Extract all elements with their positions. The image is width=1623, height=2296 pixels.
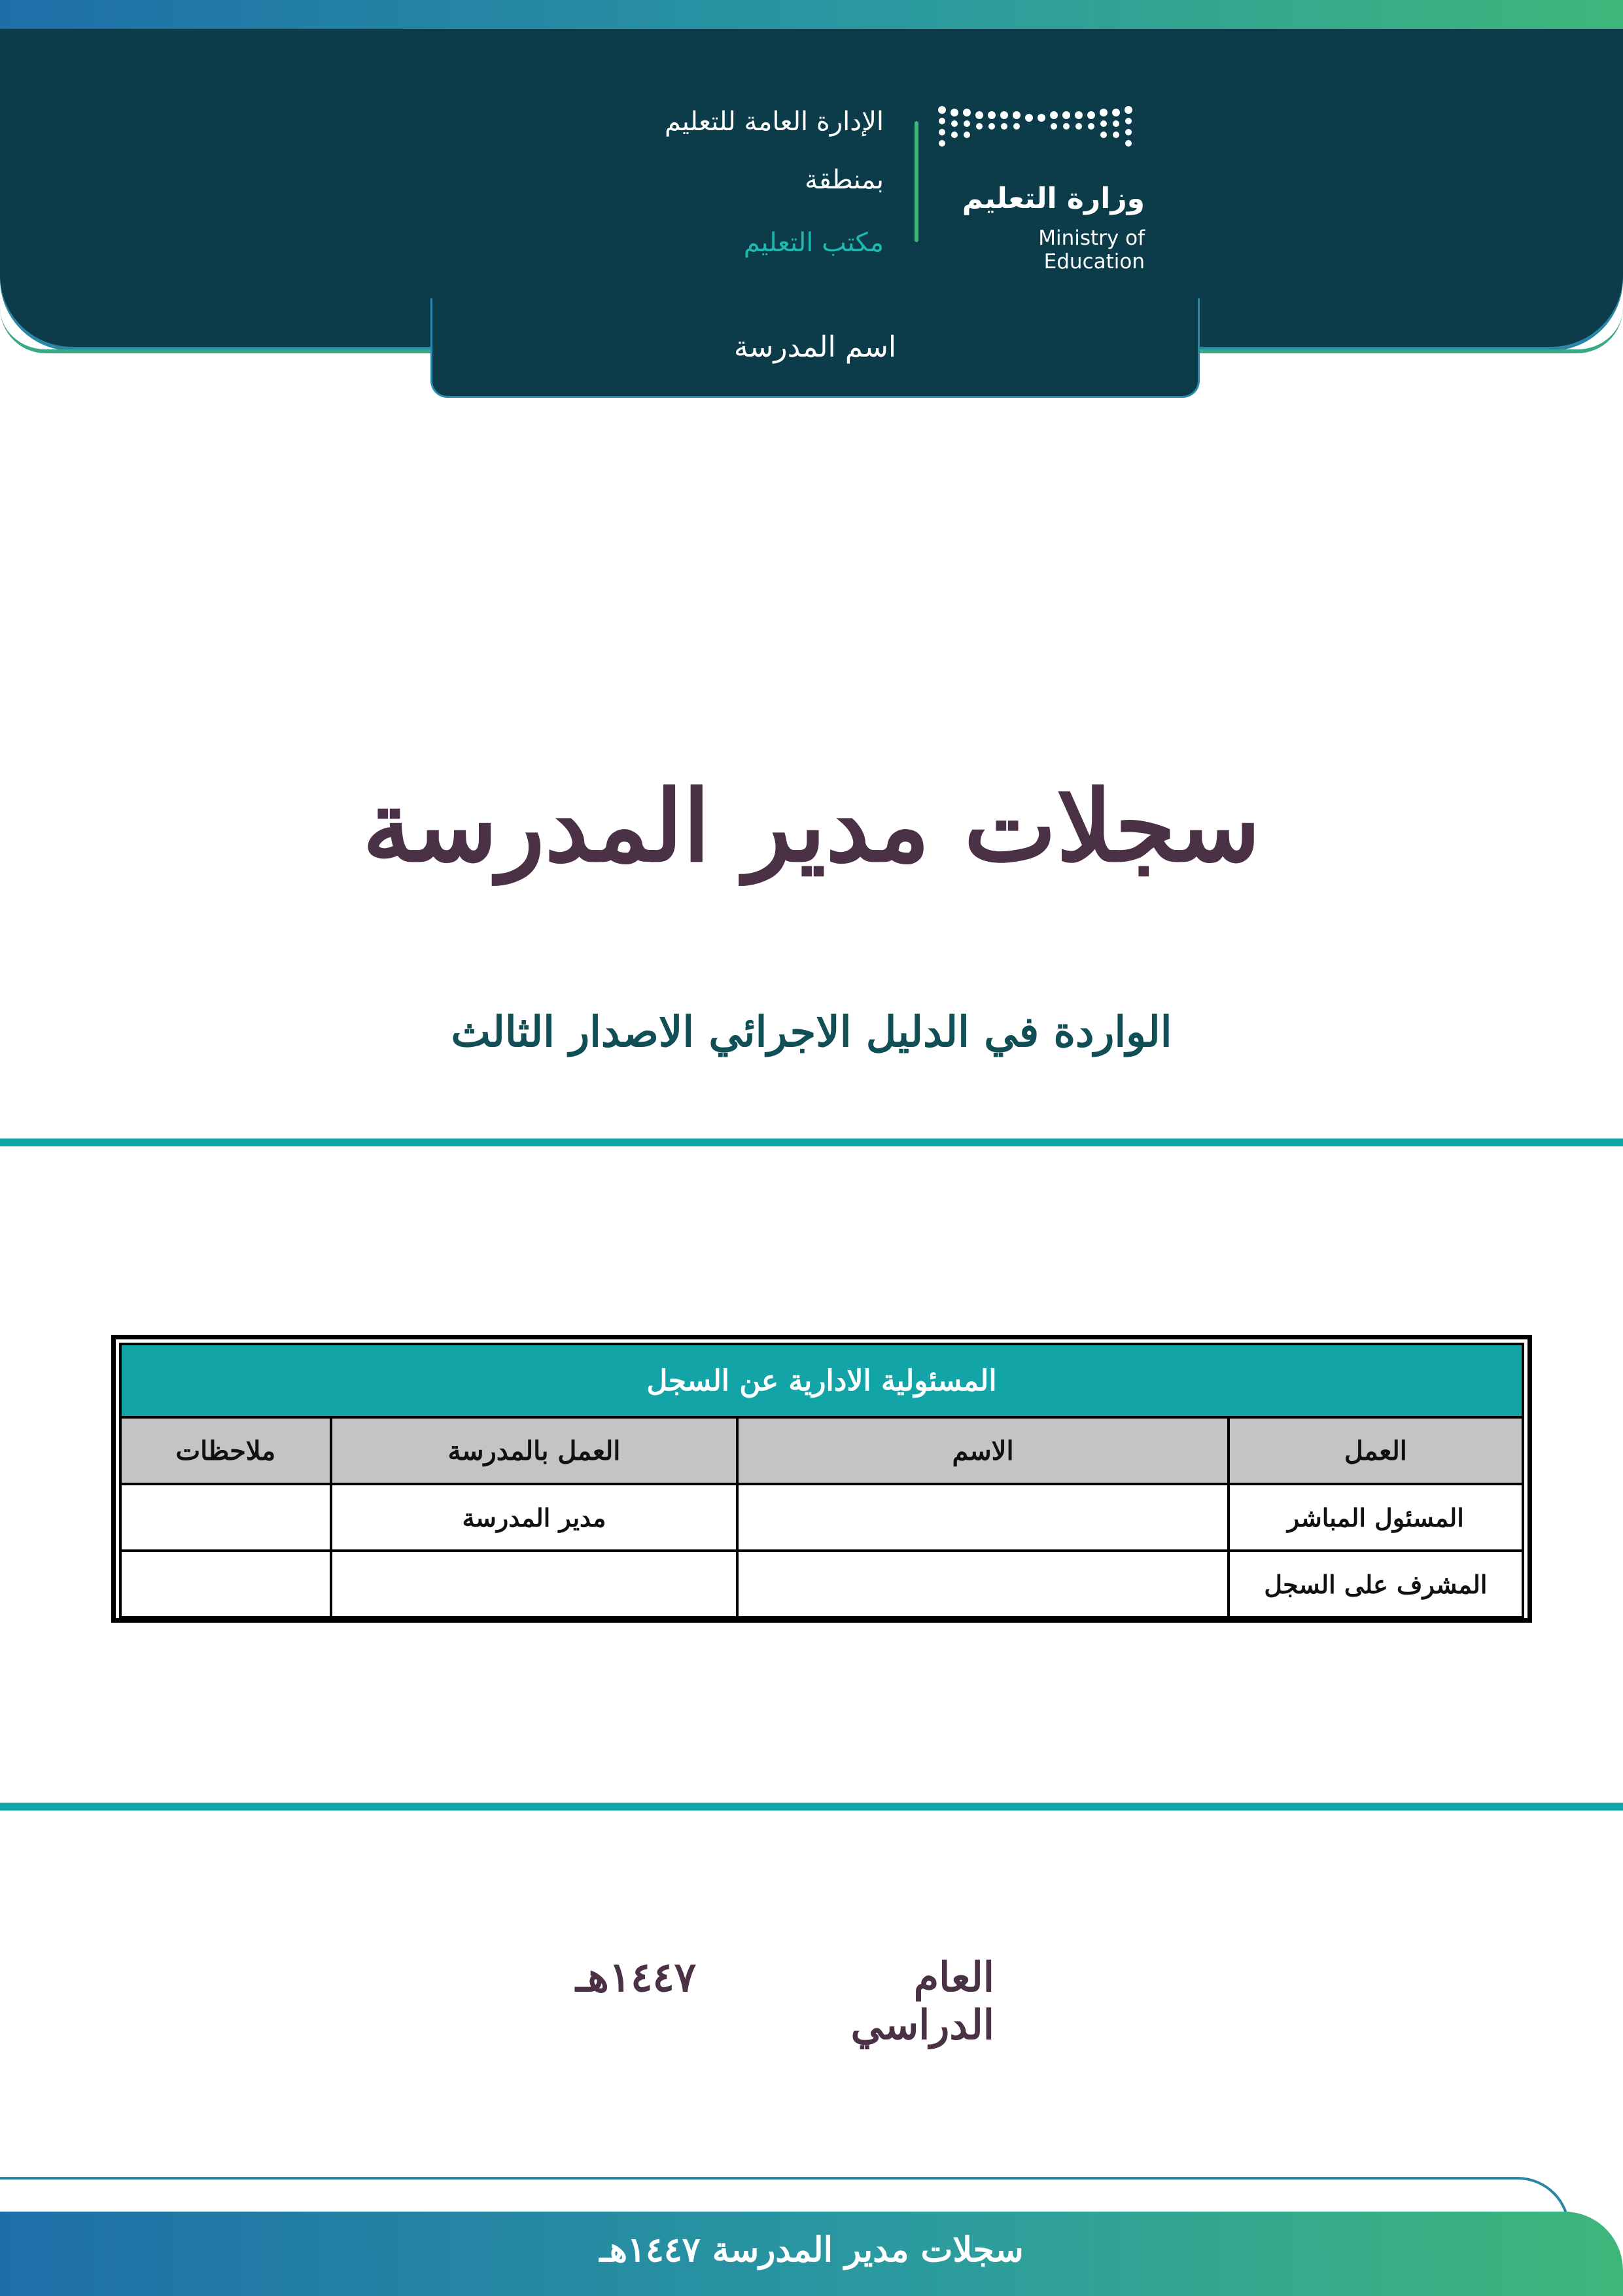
column-header-notes: ملاحظات [120,1417,331,1484]
divider-bottom [0,1803,1623,1810]
table-cell [737,1551,1228,1617]
table-cell [737,1484,1228,1551]
column-header-name: الاسم [737,1417,1228,1484]
responsibility-table [111,1335,1532,1623]
page-subtitle: الواردة في الدليل الاجرائي الاصدار الثالث [451,1008,1172,1057]
header-education-office: مكتب التعليم [743,228,884,258]
logo-divider [915,121,918,242]
footer-text: سجلات مدير المدرسة ١٤٤٧هـ [599,2230,1024,2270]
table-cell: مدير المدرسة [331,1484,738,1551]
top-gradient-strip [0,0,1623,31]
table-cell: المشرف على السجل [1229,1551,1523,1617]
ministry-name-arabic: وزارة التعليم [962,182,1145,215]
header-general-administration: الإدارة العامة للتعليم [665,107,884,137]
ministry-name-english: Ministry of Education [1038,226,1145,274]
page-title: سجلات مدير المدرسة [362,769,1261,884]
table-caption: المسئولية الادارية عن السجل [120,1344,1523,1417]
academic-year-label: العام الدراسي [850,1953,994,2049]
table-row [120,1551,1523,1617]
column-header-role: العمل [1229,1417,1523,1484]
school-name-label: اسم المدرسة [733,330,897,364]
column-header-school-position: العمل بالمدرسة [331,1417,738,1484]
table-cell [120,1551,331,1617]
academic-year-value: ١٤٤٧هـ [576,1953,697,2001]
header-region: بمنطقة [805,165,884,195]
table-cell: المسئول المباشر [1229,1484,1523,1551]
table-cell [120,1484,331,1551]
table-cell [331,1551,738,1617]
table-row [120,1484,1523,1551]
divider-top [0,1139,1623,1146]
